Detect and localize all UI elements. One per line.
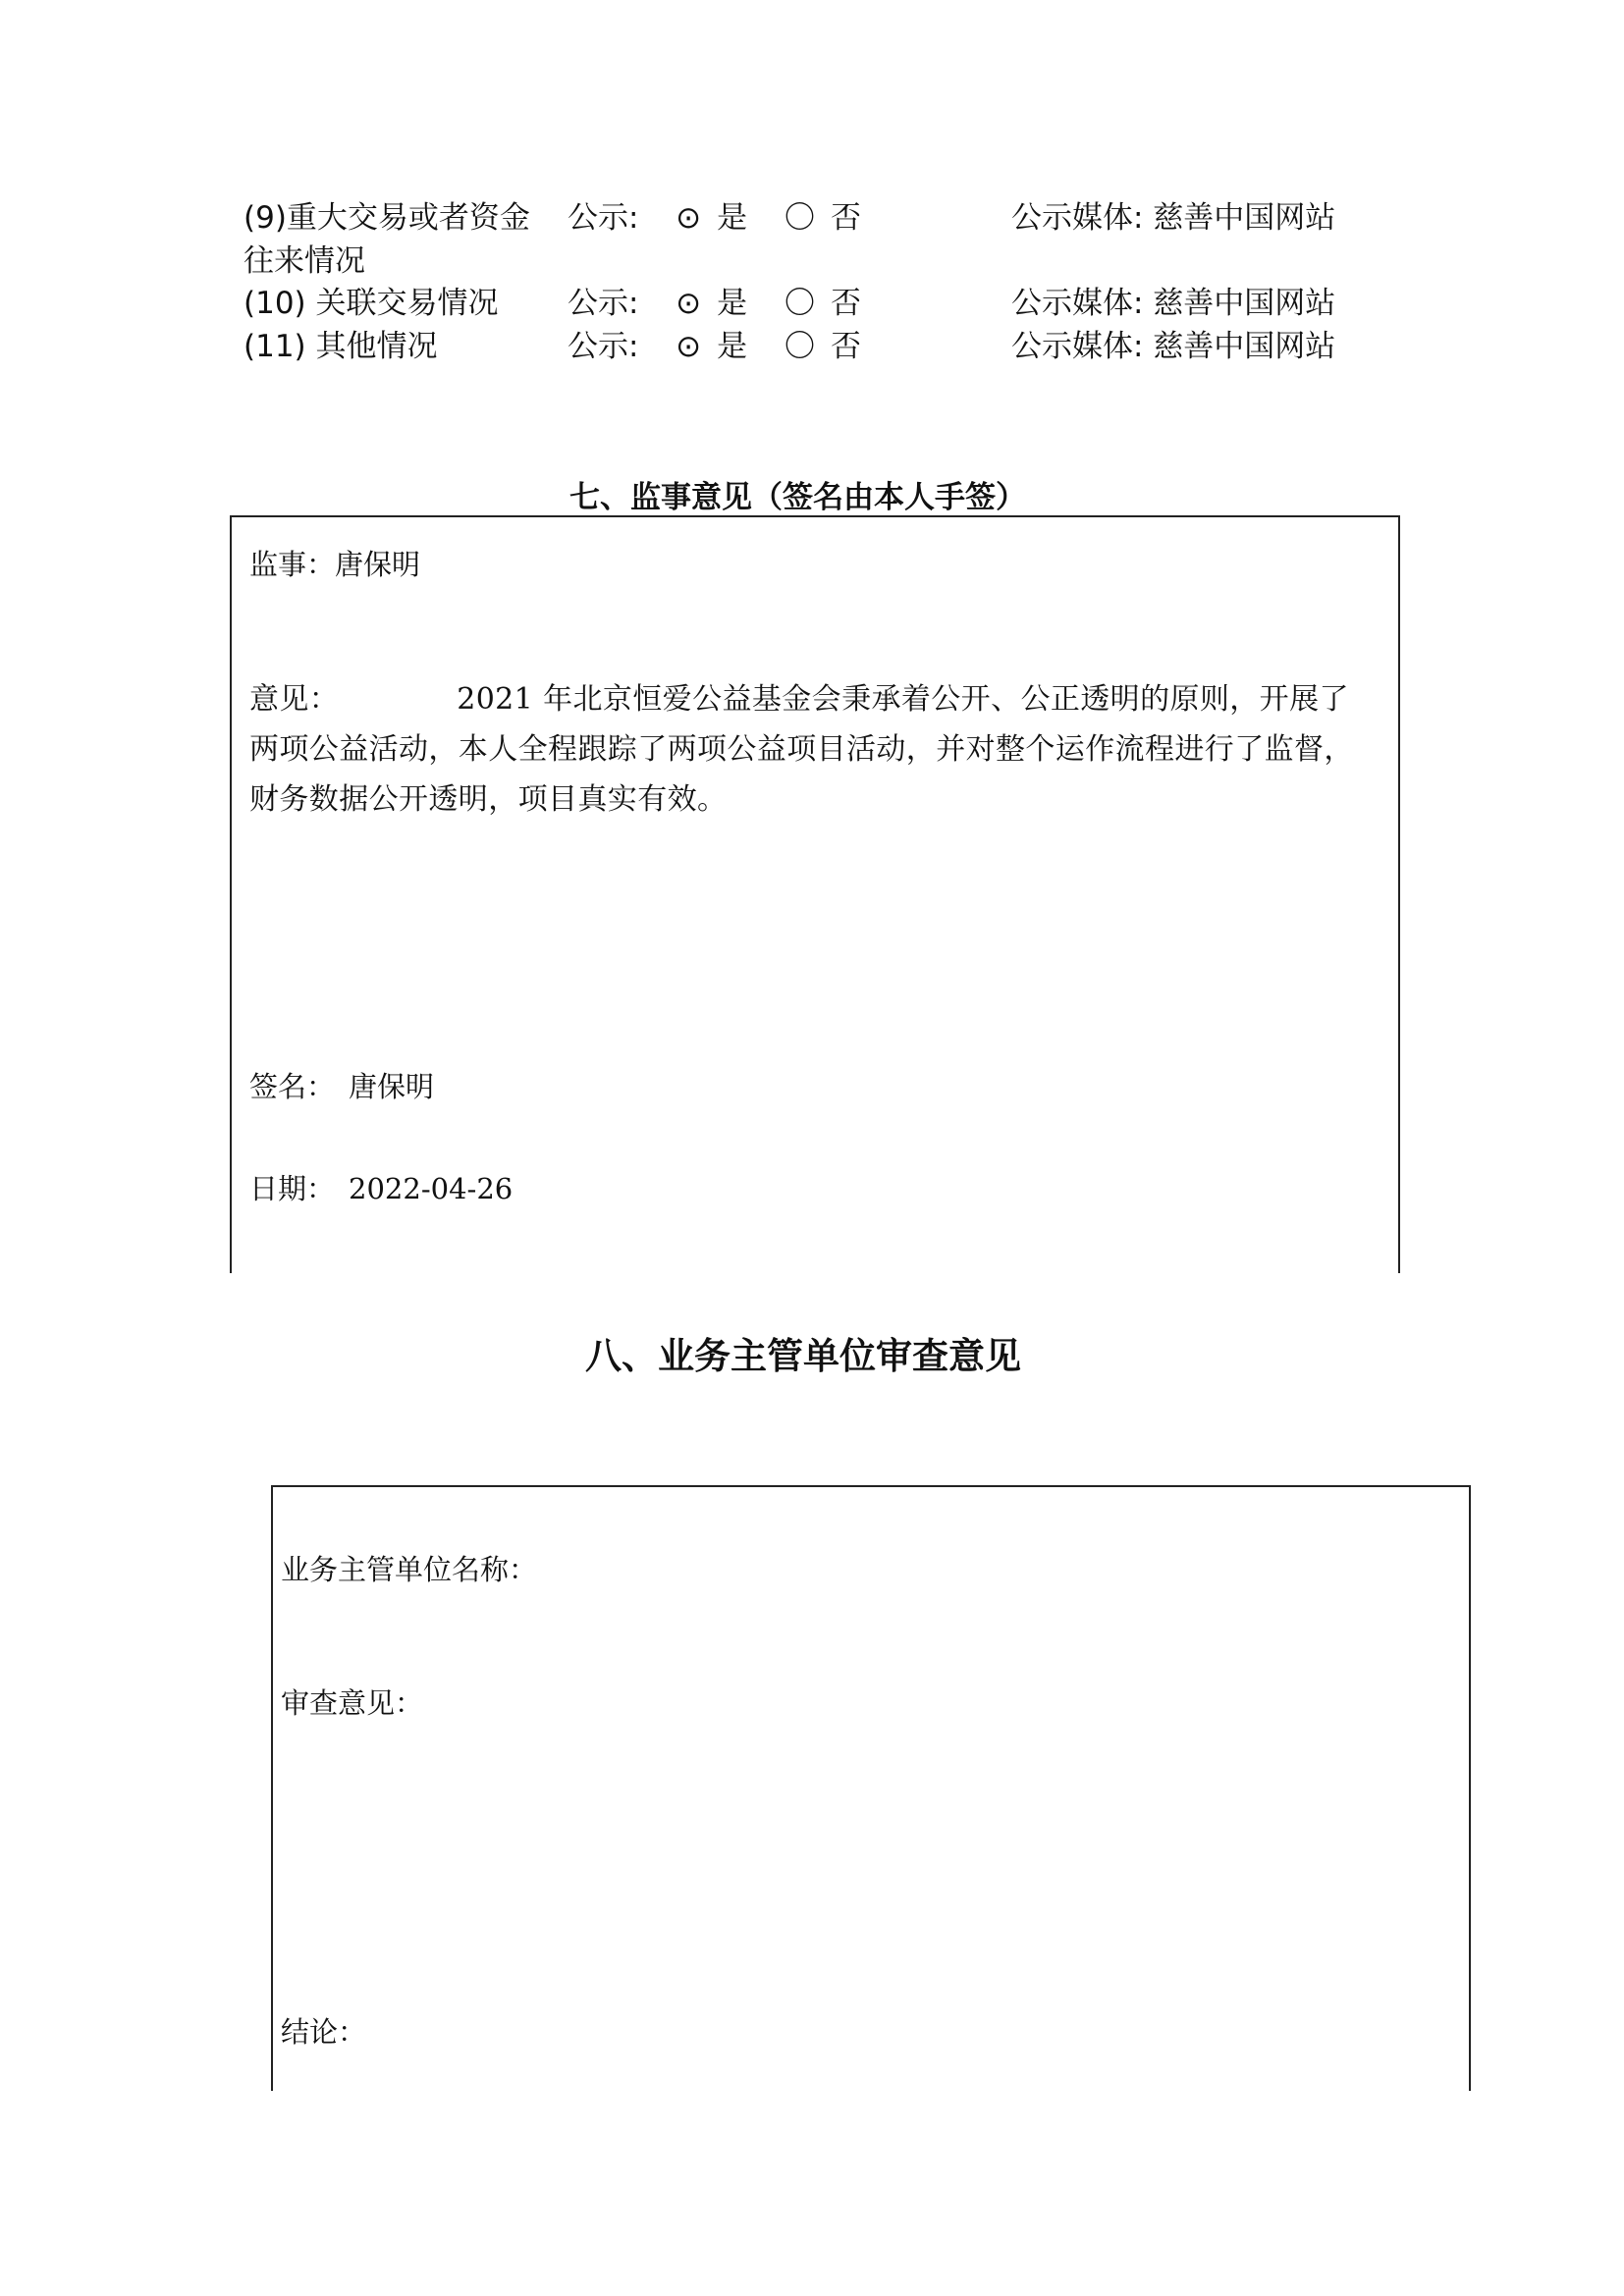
supervisor-opinion-box — [230, 515, 1400, 1273]
radio-selected-icon: ⊙ — [676, 329, 702, 364]
row-9-item-line2: 往来情况 — [244, 243, 365, 279]
conclusion-label: 结论： — [281, 2015, 367, 2049]
review-opinion-label: 审查意见： — [281, 1686, 424, 1720]
signature-label: 签名： — [249, 1070, 336, 1103]
radio-selected-icon: ⊙ — [676, 286, 702, 321]
radio-no[interactable] — [785, 198, 861, 238]
radio-yes-label: 是 — [717, 200, 748, 236]
date-row — [249, 1169, 513, 1208]
row-11-media: 公示媒体: 慈善中国网站 — [1011, 329, 1336, 364]
disclosed-label: 公示: — [568, 200, 639, 236]
disclosed-label: 公示: — [568, 329, 639, 364]
radio-unselected-icon: 〇 — [785, 200, 816, 236]
disclosed-label: 公示: — [568, 286, 639, 321]
row-10-disclosed — [568, 284, 889, 323]
radio-no-label: 否 — [831, 286, 862, 321]
radio-yes[interactable] — [676, 327, 747, 366]
supervisor-name: 监事：唐保明 — [249, 548, 421, 581]
section-7-title: 七、监事意见（签名由本人手签） — [569, 480, 1026, 515]
radio-selected-icon: ⊙ — [676, 200, 702, 236]
row-10-item: (10) 关联交易情况 — [244, 286, 499, 321]
radio-no-label: 否 — [831, 200, 862, 236]
radio-yes-label: 是 — [717, 286, 748, 321]
radio-no-label: 否 — [831, 329, 862, 364]
radio-yes[interactable] — [676, 198, 747, 238]
row-10-media: 公示媒体: 慈善中国网站 — [1011, 286, 1336, 321]
radio-unselected-icon: 〇 — [785, 286, 816, 321]
radio-yes-label: 是 — [717, 329, 748, 364]
signature-row — [249, 1067, 434, 1106]
date-label: 日期： — [249, 1172, 336, 1205]
row-11-disclosed — [568, 327, 889, 366]
row-9-item-line1: (9)重大交易或者资金 — [244, 200, 530, 236]
row-11-item: (11) 其他情况 — [244, 329, 438, 364]
radio-unselected-icon: 〇 — [785, 329, 816, 364]
radio-yes[interactable] — [676, 284, 747, 323]
row-9-disclosed — [568, 198, 889, 238]
radio-no[interactable] — [785, 284, 861, 323]
opinion-text: 2021 年北京恒爱公益基金会秉承着公开、公正透明的原则，开展了两项公益活动，本人全程跟踪了两项公益项目活动，并对整个运作流程进行了监督，财务数据公开透明，项目真实有效。 — [249, 682, 1354, 817]
opinion-paragraph — [249, 674, 1379, 825]
opinion-label: 意见： — [249, 682, 340, 717]
section-8-title: 八、业务主管单位审查意见 — [585, 1335, 1021, 1377]
review-box — [271, 1485, 1471, 2091]
unit-name-label: 业务主管单位名称： — [281, 1553, 538, 1586]
date-value: 2022-04-26 — [349, 1172, 514, 1205]
radio-no[interactable] — [785, 327, 861, 366]
signature-value: 唐保明 — [349, 1070, 435, 1103]
row-9-media: 公示媒体: 慈善中国网站 — [1011, 200, 1336, 236]
